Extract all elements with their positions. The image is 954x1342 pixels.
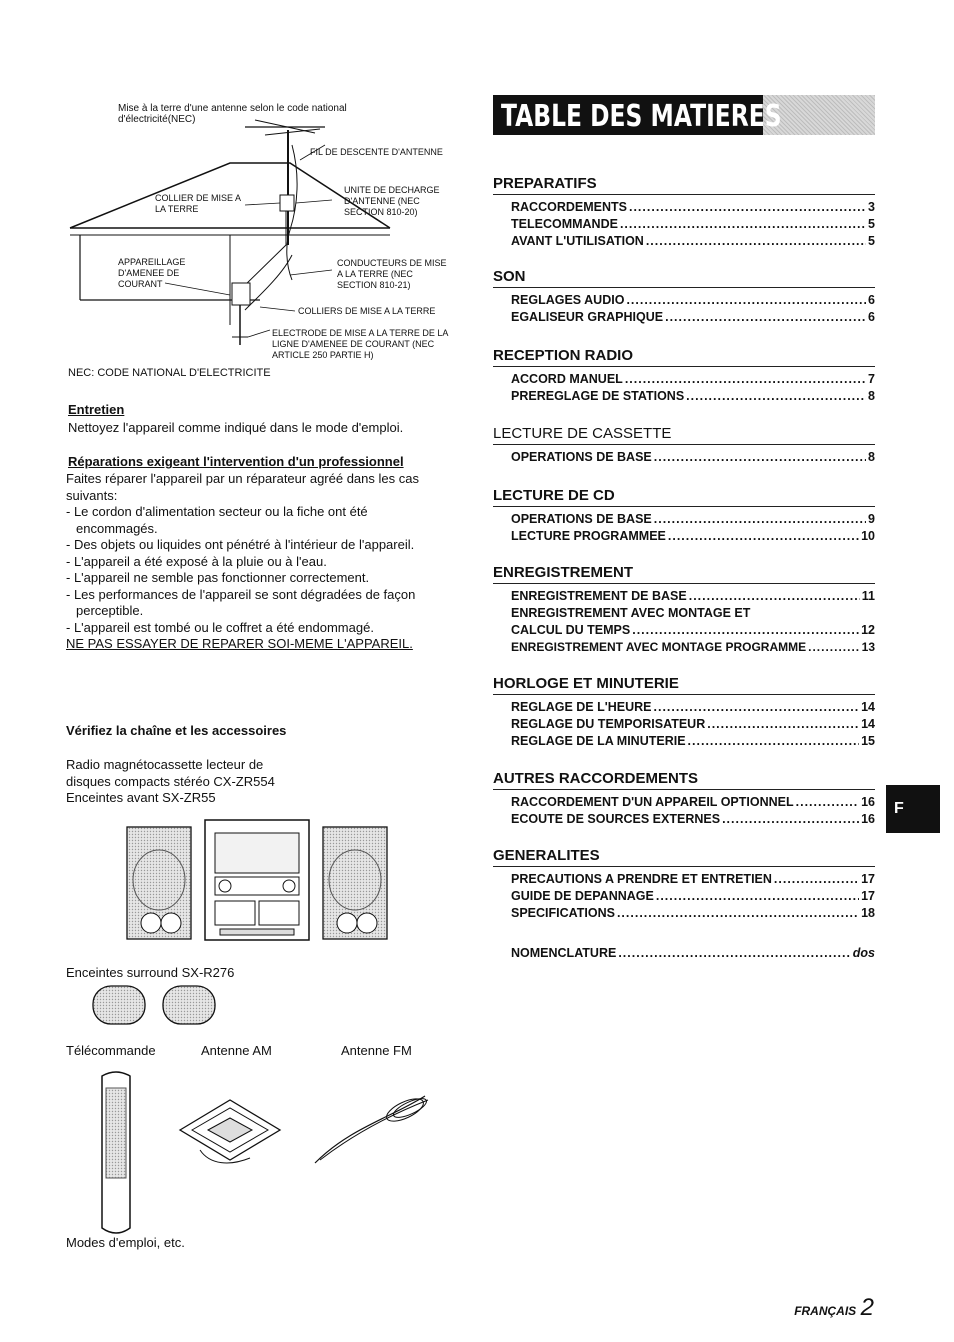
toc-entry[interactable]: REGLAGE DE LA MINUTERIE ..... 15	[511, 733, 875, 750]
toc-title: TABLE DES MATIERES	[501, 99, 782, 134]
toc-entry[interactable]: RACCORDEMENTS ..... 3	[511, 199, 875, 216]
manuals-caption: Modes d'emploi, etc.	[66, 1235, 185, 1250]
toc-entry[interactable]: SPECIFICATIONS ..... 18	[511, 905, 875, 922]
am-antenna-caption: Antenne AM	[201, 1043, 272, 1058]
label-ground-clamp: COLLIER DE MISE A LA TERRE	[155, 193, 241, 214]
toc-section-son	[493, 268, 875, 326]
toc-entry[interactable]: EGALISEUR GRAPHIQUE ..... 6	[511, 309, 875, 326]
remote-control-illustration	[96, 1068, 138, 1240]
toc-entry[interactable]: PRECAUTIONS A PRENDRE ET ENTRETIEN ..... 17	[511, 871, 875, 888]
maintenance-text: Nettoyez l'appareil comme indiqué dans le mode d'emploi.	[68, 420, 404, 435]
toc-section-heading: RECEPTION RADIO	[493, 347, 875, 367]
fm-antenna-illustration	[310, 1088, 435, 1168]
label-electrode: ELECTRODE DE MISE A LA TERRE DE LA LIGNE D'AMENEE DE COURANT (NEC ARTICLE 250 PARTIE H)	[272, 328, 448, 360]
toc-section-heading: HORLOGE ET MINUTERIE	[493, 675, 875, 695]
system-line-2: disques compacts stéréo CX-ZR554	[66, 773, 275, 789]
toc-entry[interactable]: GUIDE DE DEPANNAGE ..... 17	[511, 888, 875, 905]
toc-entry[interactable]: AVANT L'UTILISATION ..... 5	[511, 233, 875, 250]
toc-entry[interactable]: REGLAGE DE L'HEURE ..... 14	[511, 699, 875, 716]
system-line-3: Enceintes avant SX-ZR55	[66, 790, 216, 805]
list-item: - L'appareil a été exposé à la pluie ou à l'eau.	[66, 553, 327, 569]
page-footer	[794, 1294, 874, 1322]
toc-section-reception-radio	[493, 347, 875, 405]
toc-entry[interactable]: OPERATIONS DE BASE ..... 8	[511, 449, 875, 466]
repairs-block	[66, 471, 450, 653]
toc-section-heading: SON	[493, 268, 875, 288]
toc-entry[interactable]: PREREGLAGE DE STATIONS ..... 8	[511, 388, 875, 405]
toc-entry[interactable]: CALCUL DU TEMPS ..... 12	[511, 622, 875, 639]
page-number: 2	[860, 1294, 874, 1321]
surround-caption: Enceintes surround SX-R276	[66, 965, 235, 980]
remote-caption: Télécommande	[66, 1043, 156, 1058]
accessories-system	[66, 757, 275, 807]
nec-note: NEC: CODE NATIONAL D'ELECTRICITE	[68, 367, 271, 379]
toc-section-heading: ENREGISTREMENT	[493, 564, 875, 584]
language-side-tab	[886, 785, 940, 833]
toc-section-heading: PREPARATIFS	[493, 175, 875, 195]
diagram-top-label: Mise à la terre d'une antenne selon le code national d'électricité(NEC)	[118, 103, 347, 125]
am-antenna-illustration	[170, 1090, 290, 1170]
repairs-list	[66, 504, 450, 636]
list-item: - Des objets ou liquides ont pénétré à l'intérieur de l'appareil.	[66, 537, 415, 552]
list-item: - Les performances de l'appareil se sont dégradées de façon perceptible.	[66, 586, 416, 618]
stereo-system-illustration	[125, 815, 395, 943]
maintenance-title: Entretien	[68, 402, 125, 417]
toc-entry[interactable]: ENREGISTREMENT AVEC MONTAGE ET	[511, 606, 751, 620]
fm-antenna-caption: Antenne FM	[341, 1043, 412, 1058]
toc-section-heading: LECTURE DE CASSETTE	[493, 425, 875, 445]
toc-entry[interactable]: REGLAGES AUDIO ..... 6	[511, 292, 875, 309]
toc-section-heading: GENERALITES	[493, 847, 875, 867]
toc-entry[interactable]: ECOUTE DE SOURCES EXTERNES ..... 16	[511, 811, 875, 828]
toc-section-enregistrement	[493, 564, 875, 656]
system-line-1: Radio magnétocassette lecteur de	[66, 757, 264, 772]
toc-entry[interactable]: LECTURE PROGRAMMEE ..... 10	[511, 528, 875, 545]
list-item: - Le cordon d'alimentation secteur ou la fiche ont été encommagés.	[66, 504, 368, 536]
toc-entry[interactable]: RACCORDEMENT D'UN APPAREIL OPTIONNEL ..... 16	[511, 794, 875, 811]
toc-entry[interactable]: ENREGISTREMENT DE BASE ..... 11	[511, 588, 875, 605]
toc-nomenclature	[493, 941, 875, 962]
repairs-title: Réparations exigeant l'intervention d'un professionnel	[68, 454, 404, 469]
repairs-intro: Faites réparer l'appareil par un réparateur agréé dans les cas suivants:	[66, 471, 419, 503]
toc-entry[interactable]: OPERATIONS DE BASE ..... 9	[511, 511, 875, 528]
toc-section-autres	[493, 770, 875, 828]
list-item: - L'appareil ne semble pas fonctionner correctement.	[66, 570, 370, 585]
toc-section-preparatifs	[493, 175, 875, 250]
toc-entry[interactable]: REGLAGE DU TEMPORISATEUR ..... 14	[511, 716, 875, 733]
toc-title-banner	[493, 95, 875, 135]
toc-entry[interactable]: NOMENCLATURE ..... dos	[511, 945, 875, 962]
repairs-warning: NE PAS ESSAYER DE REPARER SOI-MEME L'APPAREIL.	[66, 636, 413, 651]
toc-section-generalites	[493, 847, 875, 922]
toc-section-cassette	[493, 425, 875, 466]
label-discharge-unit: UNITE DE DECHARGE D'ANTENNE (NEC SECTION 810-20)	[344, 185, 440, 217]
toc-section-heading: LECTURE DE CD	[493, 487, 875, 507]
toc-section-heading: AUTRES RACCORDEMENTS	[493, 770, 875, 790]
toc-entry[interactable]: TELECOMMANDE ..... 5	[511, 216, 875, 233]
accessories-title: Vérifiez la chaîne et les accessoires	[66, 723, 287, 738]
side-tab-label: F	[894, 800, 904, 817]
toc-entry[interactable]: ENREGISTREMENT AVEC MONTAGE PROGRAMME ..... 13	[511, 639, 875, 656]
label-service-equipment: APPAREILLAGE D'AMENEE DE COURANT	[118, 257, 186, 289]
list-item: - L'appareil est tombé ou le coffret a été endommagé.	[66, 619, 374, 635]
toc-section-horloge	[493, 675, 875, 750]
footer-language: FRANÇAIS	[794, 1304, 857, 1318]
label-ground-conductors: CONDUCTEURS DE MISE A LA TERRE (NEC SECTION 810-21)	[337, 258, 447, 290]
label-lead-in-wire: FIL DE DESCENTE D'ANTENNE	[310, 147, 443, 157]
surround-speakers-illustration	[90, 983, 220, 1028]
toc-entry[interactable]: ACCORD MANUEL ..... 7	[511, 371, 875, 388]
toc-section-cd	[493, 487, 875, 545]
label-ground-clamps: COLLIERS DE MISE A LA TERRE	[298, 306, 436, 316]
